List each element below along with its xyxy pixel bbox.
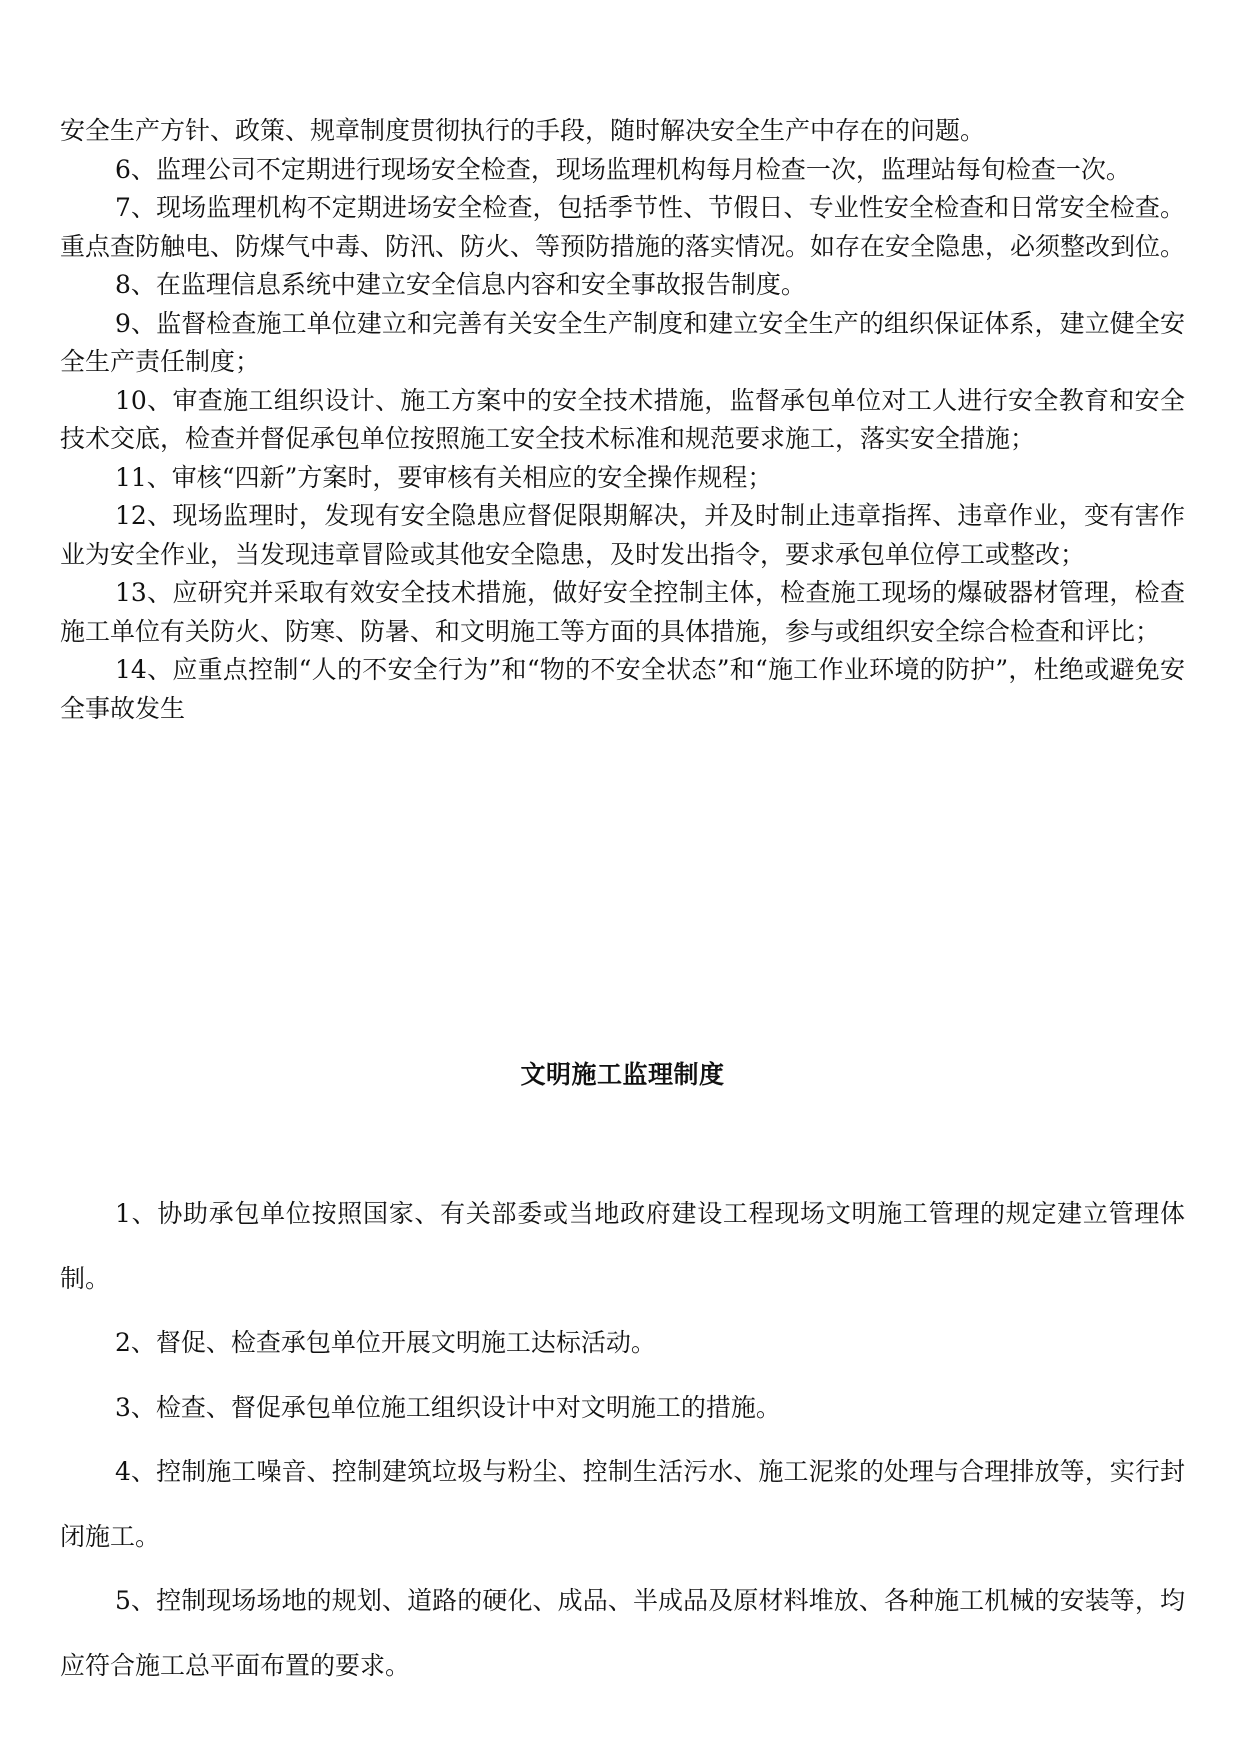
section-heading: 文明施工监理制度 (520, 1060, 725, 1089)
paragraph-item-4: 4、控制施工噪音、控制建筑垃圾与粉尘、控制生活污水、施工泥浆的处理与合理排放等，实行封闭施工。 (60, 1457, 1185, 1551)
paragraph-item-14: 14、应重点控制“人的不安全行为”和“物的不安全状态”和“施工作业环境的防护”，杜绝或避免安全事故发生 (60, 655, 1185, 723)
paragraph-item-7: 7、现场监理机构不定期进场安全检查，包括季节性、节假日、专业性安全检查和日常安全检查。重点查防触电、防煤气中毒、防汛、防火、等预防措施的落实情况。如存在安全隐患，必须整改到位。 (60, 193, 1186, 261)
safety-supervision-section (60, 112, 1185, 728)
civilized-construction-section (60, 1182, 1185, 1698)
paragraph-item-10: 10、审查施工组织设计、施工方案中的安全技术措施，监督承包单位对工人进行安全教育和安全技术交底，检查并督促承包单位按照施工安全技术标准和规范要求施工，落实安全措施； (60, 385, 1185, 453)
paragraph-item-6: 6、监理公司不定期进行现场安全检查，现场监理机构每月检查一次，监理站每旬检查一次。 (115, 154, 1131, 184)
paragraph-item-9: 9、监督检查施工单位建立和完善有关安全生产制度和建立安全生产的组织保证体系，建立健全安全生产责任制度； (60, 308, 1185, 376)
paragraph-item-2: 2、督促、检查承包单位开展文明施工达标活动。 (115, 1328, 656, 1357)
paragraph-item-12: 12、现场监理时，发现有安全隐患应督促限期解决，并及时制止违章指挥、违章作业，变有害作业为安全作业，当发现违章冒险或其他安全隐患，及时发出指令，要求承包单位停工或整改； (60, 501, 1185, 569)
paragraph-item-8: 8、在监理信息系统中建立安全信息内容和安全事故报告制度。 (115, 270, 806, 299)
paragraph-continuation: 安全生产方针、政策、规章制度贯彻执行的手段，随时解决安全生产中存在的问题。 (60, 116, 986, 145)
paragraph-item-11: 11、审核“四新”方案时，要审核有关相应的安全操作规程； (115, 462, 773, 492)
paragraph-item-5: 5、控制现场场地的规划、道路的硬化、成品、半成品及原材料堆放、各种施工机械的安装等，均应符合施工总平面布置的要求。 (60, 1586, 1185, 1680)
paragraph-item-13: 13、应研究并采取有效安全技术措施，做好安全控制主体，检查施工现场的爆破器材管理，检查施工单位有关防火、防寒、防暑、和文明施工等方面的具体措施，参与或组织安全综合检查和评比； (60, 578, 1185, 646)
paragraph-item-3: 3、检查、督促承包单位施工组织设计中对文明施工的措施。 (115, 1392, 781, 1422)
paragraph-item-1: 1、协助承包单位按照国家、有关部委或当地政府建设工程现场文明施工管理的规定建立管理体制。 (60, 1199, 1185, 1293)
